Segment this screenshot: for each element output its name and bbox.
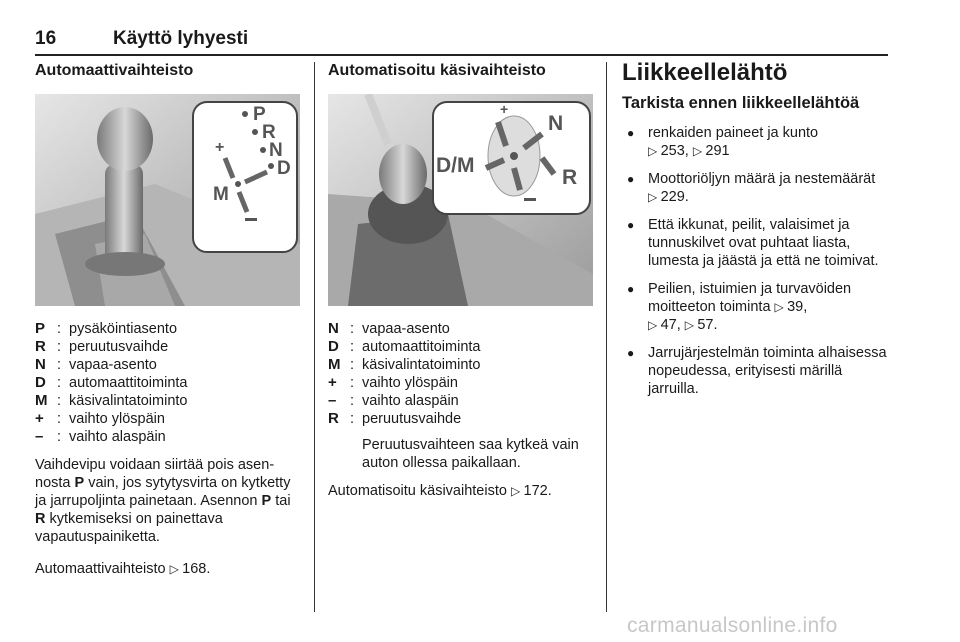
- legend-key: D: [328, 338, 339, 355]
- page-number: 16: [35, 28, 57, 49]
- page-title: Käyttö lyhyesti: [113, 28, 249, 49]
- header-rule: [35, 54, 888, 56]
- gear-lever-illustration-2: [328, 94, 593, 306]
- legend-key: N: [328, 320, 339, 337]
- legend-text: vaihto alaspäin: [362, 393, 459, 409]
- paragraph-lever-release: Vaihdevipu voidaan siirtää pois asennosta P vain, jos sytytysvirta on kytketty ja jarrupoljinta painetaan. Asennon P tai R kytkemiseksi on painettava vapautuspainiketta.: [35, 457, 291, 545]
- list-item: ● Että ikkunat, peilit, valaisimet ja tunnuskilvet ovat puhtaat liasta, lumesta ja jäästä ja että ne toimivat.: [622, 216, 890, 270]
- legend-text: vaihto ylöspäin: [362, 375, 458, 391]
- legend-key: +: [35, 410, 44, 427]
- label-R2: R: [562, 166, 578, 189]
- legend-key: –: [35, 428, 44, 445]
- legend-key: P: [35, 320, 46, 337]
- legend-key: N: [35, 356, 46, 373]
- page-reference-link[interactable]: ▷ 168.: [170, 561, 211, 577]
- label-N: N: [269, 140, 283, 161]
- paragraph-reference: Automaattivaihteisto ▷ 168.: [35, 560, 303, 578]
- label-M: M: [213, 184, 229, 205]
- legend-key: –: [328, 392, 337, 409]
- section-heading-automated-manual: Automatisoitu käsivaihteisto: [328, 62, 546, 79]
- list-item: ● Moottoriöljyn määrä ja nestemäärät ▷ 229.: [622, 170, 890, 206]
- legend-text: käsivalintatoiminto: [69, 393, 188, 409]
- legend-text: automaattitoiminta: [362, 339, 481, 355]
- legend-text: vapaa-asento: [69, 357, 157, 373]
- list-item: ● renkaiden paineet ja kunto ▷ 253, ▷ 291: [622, 124, 890, 160]
- legend-key: +: [328, 374, 337, 391]
- legend-key: M: [35, 392, 48, 409]
- legend-key: M: [328, 356, 341, 373]
- column-divider-2: [606, 62, 607, 612]
- reverse-gear-note: Peruutusvaihteen saa kytkeä vain auton ollessa paikallaan.: [362, 437, 579, 471]
- legend-text: vaihto alaspäin: [69, 429, 166, 445]
- legend-key: D: [35, 374, 46, 391]
- label-P: P: [253, 104, 266, 125]
- section-heading-automatic: Automaattivaihteisto: [35, 62, 194, 79]
- page-reference-link[interactable]: ▷ 229.: [648, 189, 689, 205]
- legend-automated-manual: N : vapaa-asento D : automaattitoiminta M : käsivalintatoiminto + : vaihto ylöspäin – : vaihto alaspäin R : peruutusvaihde Peruutusvaihteen saa kytkeä vain auton ollessa paikallaan.: [328, 320, 596, 472]
- legend-text: vapaa-asento: [362, 321, 450, 337]
- checklist: [622, 124, 890, 398]
- label-N2: N: [548, 112, 564, 135]
- legend-text: pysäköintiasento: [69, 321, 178, 337]
- paragraph-reference-2: Automatisoitu käsivaihteisto ▷ 172.: [328, 482, 596, 500]
- label-DM: D/M: [436, 154, 475, 177]
- column-automatic: [35, 62, 303, 592]
- list-item: ● Peilien, istuimien ja turvavöiden moitteeton toiminta ▷ 39, ▷ 47, ▷ 57.: [622, 280, 890, 334]
- legend-automatic: P : pysäköintiasento R : peruutusvaihde N : vapaa-asento D : automaattitoiminta M : käsivalintatoiminto + : vaihto ylöspäin – : vaihto alaspäin: [35, 320, 303, 446]
- figure-automated-manual-lever: [328, 94, 593, 306]
- page-reference-link[interactable]: ▷ 253,: [648, 143, 689, 159]
- page-reference-link[interactable]: ▷ 47,: [648, 317, 681, 333]
- page-header: [35, 28, 248, 50]
- legend-key: R: [35, 338, 46, 355]
- label-R: R: [262, 122, 276, 143]
- watermark: carmanualsonline.info: [627, 614, 838, 637]
- legend-text: vaihto ylöspäin: [69, 411, 165, 427]
- page-reference-link[interactable]: ▷ 291: [693, 143, 730, 159]
- page-reference-link[interactable]: ▷ 39,: [775, 299, 808, 315]
- svg-text:+: +: [215, 139, 225, 156]
- list-item: ● Jarrujärjestelmän toiminta alhaisessa nopeudessa, erityisesti märillä jarruilla.: [622, 344, 890, 398]
- svg-text:+: +: [500, 101, 509, 117]
- gear-lever-illustration: [35, 94, 300, 306]
- page-reference-link[interactable]: ▷ 172.: [511, 483, 552, 499]
- subheading-check-before: Tarkista ennen liikkeellelähtöä: [622, 94, 860, 112]
- label-D: D: [277, 158, 291, 179]
- legend-text: käsivalintatoiminto: [362, 357, 481, 373]
- column-divider-1: [314, 62, 315, 612]
- column-starting-off: [622, 59, 890, 408]
- figure-automatic-gear-lever: [35, 94, 300, 306]
- column-automated-manual: [328, 62, 596, 514]
- page-reference-link[interactable]: ▷ 57.: [685, 317, 718, 333]
- legend-text: automaattitoiminta: [69, 375, 188, 391]
- legend-text: peruutusvaihde: [69, 339, 169, 355]
- section-heading-starting-off: Liikkeellelähtö: [622, 59, 788, 86]
- legend-text: peruutusvaihde: [362, 411, 462, 427]
- legend-key: R: [328, 410, 339, 427]
